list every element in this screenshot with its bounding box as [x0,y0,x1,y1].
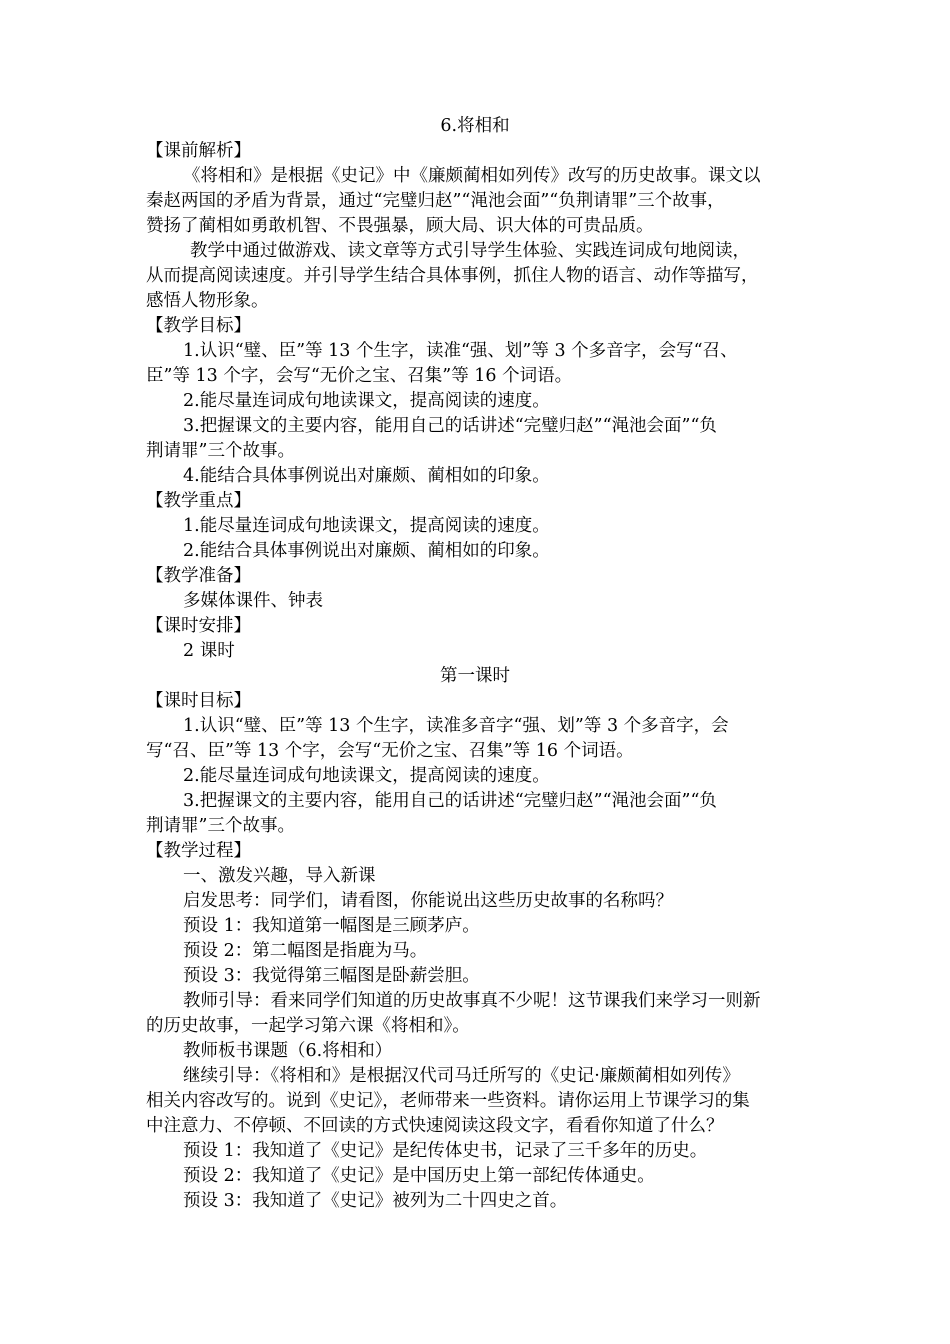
paragraph-line: 2 课时 [183,641,235,661]
paragraph-line: 的历史故事，一起学习第六课《将相和》。 [146,1016,470,1036]
section-heading-preparation: 【教学准备】 [146,566,251,586]
paragraph-line: 感悟人物形象。 [146,291,269,311]
list-item-continuation: 荆请罪”三个故事。 [146,816,295,836]
paragraph-line: 预设 1：我知道第一幅图是三顾茅庐。 [183,916,480,936]
paragraph-line: 教学中通过做游戏、读文章等方式引导学生体验、实践连词成句地阅读， [190,241,750,261]
list-item: 1.认识“璧、臣”等 13 个生字，读准“强、划”等 3 个多音字，会写“召、 [183,341,738,361]
section-heading-lesson-goals: 【课时目标】 [146,691,251,711]
section-heading-schedule: 【课时安排】 [146,616,251,636]
paragraph-line: 一、激发兴趣，导入新课 [183,866,376,886]
paragraph-line: 从而提高阅读速度。并引导学生结合具体事例，抓住人物的语言、动作等描写， [146,266,759,286]
list-item: 2.能结合具体事例说出对廉颇、蔺相如的印象。 [183,541,550,561]
list-item-continuation: 写“召、臣”等 13 个字，会写“无价之宝、召集”等 16 个词语。 [146,741,634,761]
paragraph-line: 赞扬了蔺相如勇敢机智、不畏强暴，顾大局、识大体的可贵品质。 [146,216,654,236]
list-item: 3.把握课文的主要内容，能用自己的话讲述“完璧归赵”“渑池会面”“负 [183,791,717,811]
list-item: 1.能尽量连词成句地读课文，提高阅读的速度。 [183,516,550,536]
section-heading-process: 【教学过程】 [146,841,251,861]
section-heading-pre-analysis: 【课前解析】 [146,141,251,161]
paragraph-line: 预设 1：我知道了《史记》是纪传体史书，记录了三千多年的历史。 [183,1141,708,1161]
list-item: 4.能结合具体事例说出对廉颇、蔺相如的印象。 [183,466,550,486]
paragraph-line: 教师板书课题（6.将相和） [183,1041,393,1061]
lesson1-title: 第一课时 [440,666,510,686]
paragraph-line: 中注意力、不停顿、不回读的方式快速阅读这段文字，看看你知道了什么？ [146,1116,724,1136]
list-item: 3.把握课文的主要内容，能用自己的话讲述“完璧归赵”“渑池会面”“负 [183,416,717,436]
paragraph-line: 预设 3：我觉得第三幅图是卧薪尝胆。 [183,966,480,986]
paragraph-line: 继续引导：《将相和》是根据汉代司马迁所写的《史记·廉颇蔺相如列传》 [183,1066,740,1086]
paragraph-line: 《将相和》是根据《史记》中《廉颇蔺相如列传》改写的历史故事。课文以 [183,166,761,186]
section-heading-goals: 【教学目标】 [146,316,251,336]
list-item: 1.认识“璧、臣”等 13 个生字，读准多音字“强、划”等 3 个多音字，会 [183,716,729,736]
paragraph-line: 启发思考：同学们，请看图，你能说出这些历史故事的名称吗？ [183,891,673,911]
paragraph-line: 秦赵两国的矛盾为背景，通过“完璧归赵”“渑池会面”“负荆请罪”三个故事， [146,191,725,211]
list-item: 2.能尽量连词成句地读课文，提高阅读的速度。 [183,766,550,786]
paragraph-line: 多媒体课件、钟表 [183,591,323,611]
paragraph-line: 教师引导：看来同学们知道的历史故事真不少呢！这节课我们来学习一则新 [183,991,761,1011]
section-heading-key-points: 【教学重点】 [146,491,251,511]
paragraph-line: 预设 3：我知道了《史记》被列为二十四史之首。 [183,1191,568,1211]
paragraph-line: 相关内容改写的。说到《史记》，老师带来一些资料。请你运用上节课学习的集 [146,1091,750,1111]
list-item-continuation: 臣”等 13 个字，会写“无价之宝、召集”等 16 个词语。 [146,366,573,386]
paragraph-line: 预设 2：第二幅图是指鹿为马。 [183,941,428,961]
list-item-continuation: 荆请罪”三个故事。 [146,441,295,461]
lesson-title: 6.将相和 [440,116,510,136]
list-item: 2.能尽量连词成句地读课文，提高阅读的速度。 [183,391,550,411]
paragraph-line: 预设 2：我知道了《史记》是中国历史上第一部纪传体通史。 [183,1166,655,1186]
